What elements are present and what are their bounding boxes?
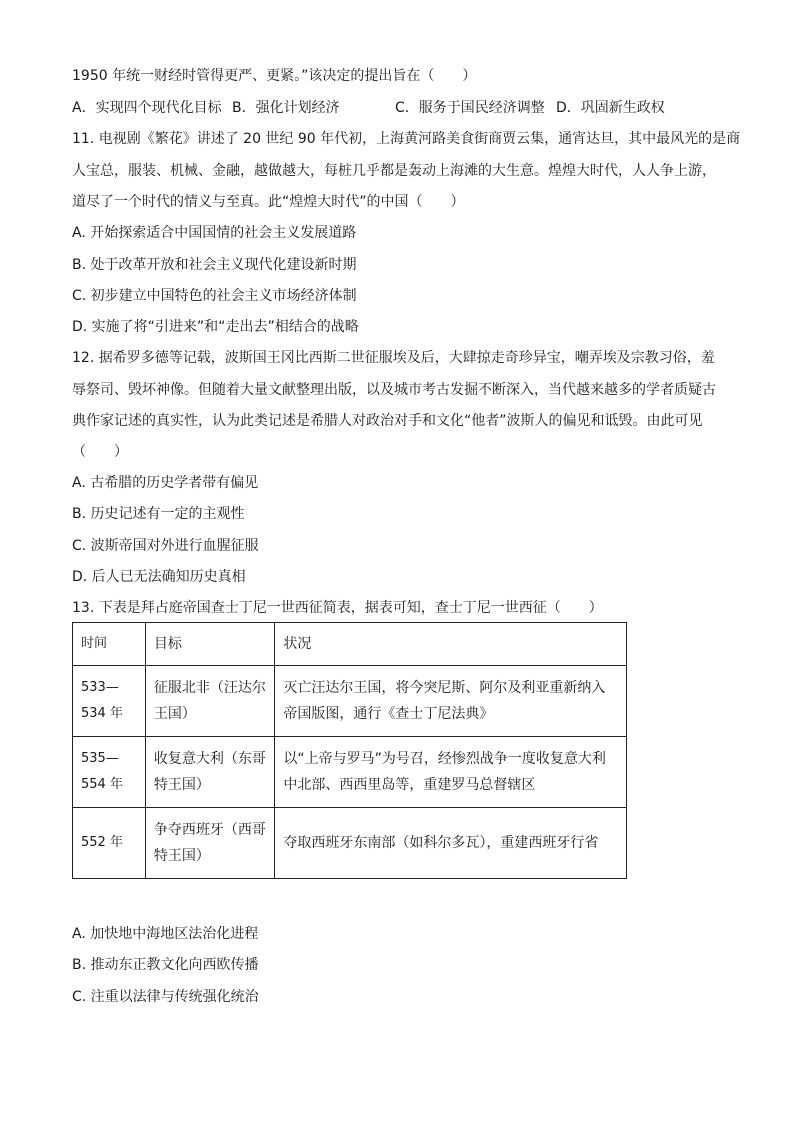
- q10-option-c: C．服务于国民经济调整: [395, 100, 545, 116]
- q11-option-d: D. 实施了将“引进来”和“走出去”相结合的战略: [72, 319, 359, 335]
- table-header-status: 状况: [275, 623, 627, 666]
- table-cell-status: 夺取西班牙东南部（如科尔多瓦），重建西班牙行省: [275, 808, 627, 879]
- q11-option-a: A. 开始探索适合中国国情的社会主义发展道路: [72, 225, 357, 241]
- q12-option-a: A. 古希腊的历史学者带有偏见: [72, 475, 259, 491]
- q11-stem-line-2: 人宝总，服装、机械、金融，越做越大，每桩几乎都是轰动上海滩的大生意。煌煌大时代，人人争上游，: [72, 163, 716, 179]
- table-cell-target: 征服北非（汪达尔王国）: [145, 666, 275, 737]
- q12-stem-line-2: 辱祭司、毁坏神像。但随着大量文献整理出版，以及城市考古发掘不断深入，当代越来越多的学者质疑古: [72, 382, 716, 398]
- q12-answer-bracket: （ ）: [72, 444, 128, 460]
- q13-option-b: B. 推动东正教文化向西欧传播: [72, 957, 259, 973]
- q13-stem: 13. 下表是拜占庭帝国查士丁尼一世西征简表，据表可知，查士丁尼一世西征（ ）: [72, 600, 603, 616]
- table-header-row: [73, 623, 627, 666]
- table-row: [73, 666, 627, 737]
- q10-option-b: B．强化计划经济: [232, 100, 340, 116]
- table-row: [73, 737, 627, 808]
- q13-option-a: A. 加快地中海地区法治化进程: [72, 926, 259, 942]
- table-header-time: 时间: [73, 623, 146, 666]
- q10-stem: 1950 年统一财经时管得更严、更紧。”该决定的提出旨在（ ）: [72, 68, 477, 84]
- q13-option-c: C. 注重以法律与传统强化统治: [72, 989, 259, 1005]
- table-cell-status: 以“上帝与罗马”为号召，经惨烈战争一度收复意大利中北部、西西里岛等，重建罗马总督辖区: [275, 737, 627, 808]
- q12-stem-line-1: 12. 据希罗多德等记载，波斯国王冈比西斯二世征服埃及后，大肆掠走奇珍异宝，嘲弄埃及宗教习俗，羞: [72, 350, 715, 366]
- q12-option-d: D. 后人已无法确知历史真相: [72, 569, 246, 585]
- table-cell-time: 552 年: [73, 808, 146, 879]
- q13-table: [72, 622, 627, 879]
- table-cell-target: 争夺西班牙（西哥特王国）: [145, 808, 275, 879]
- q12-option-b: B. 历史记述有一定的主观性: [72, 506, 245, 522]
- table-cell-time: 533—534 年: [73, 666, 146, 737]
- q11-option-c: C. 初步建立中国特色的社会主义市场经济体制: [72, 288, 357, 304]
- q12-stem-line-3: 典作家记述的真实性，认为此类记述是希腊人对政治对手和文化“他者”波斯人的偏见和诋毁。由此可见: [72, 413, 703, 429]
- table-cell-status: 灭亡汪达尔王国，将今突尼斯、阿尔及利亚重新纳入帝国版图，通行《查士丁尼法典》: [275, 666, 627, 737]
- q11-stem-line-1: 11. 电视剧《繁花》讲述了 20 世纪 90 年代初，上海黄河路美食街商贾云集，通宵达旦，其中最风光的是商: [72, 131, 741, 147]
- table-header-target: 目标: [145, 623, 275, 666]
- q11-option-b: B. 处于改革开放和社会主义现代化建设新时期: [72, 257, 357, 273]
- table-cell-time: 535—554 年: [73, 737, 146, 808]
- q11-stem-line-3: 道尽了一个时代的情义与至真。此“煌煌大时代”的中国（ ）: [72, 194, 465, 210]
- q10-option-d: D．巩固新生政权: [556, 100, 665, 116]
- table-cell-target: 收复意大利（东哥特王国）: [145, 737, 275, 808]
- q10-option-a: A．实现四个现代化目标: [72, 100, 222, 116]
- table-row: [73, 808, 627, 879]
- q12-option-c: C. 波斯帝国对外进行血腥征服: [72, 538, 259, 554]
